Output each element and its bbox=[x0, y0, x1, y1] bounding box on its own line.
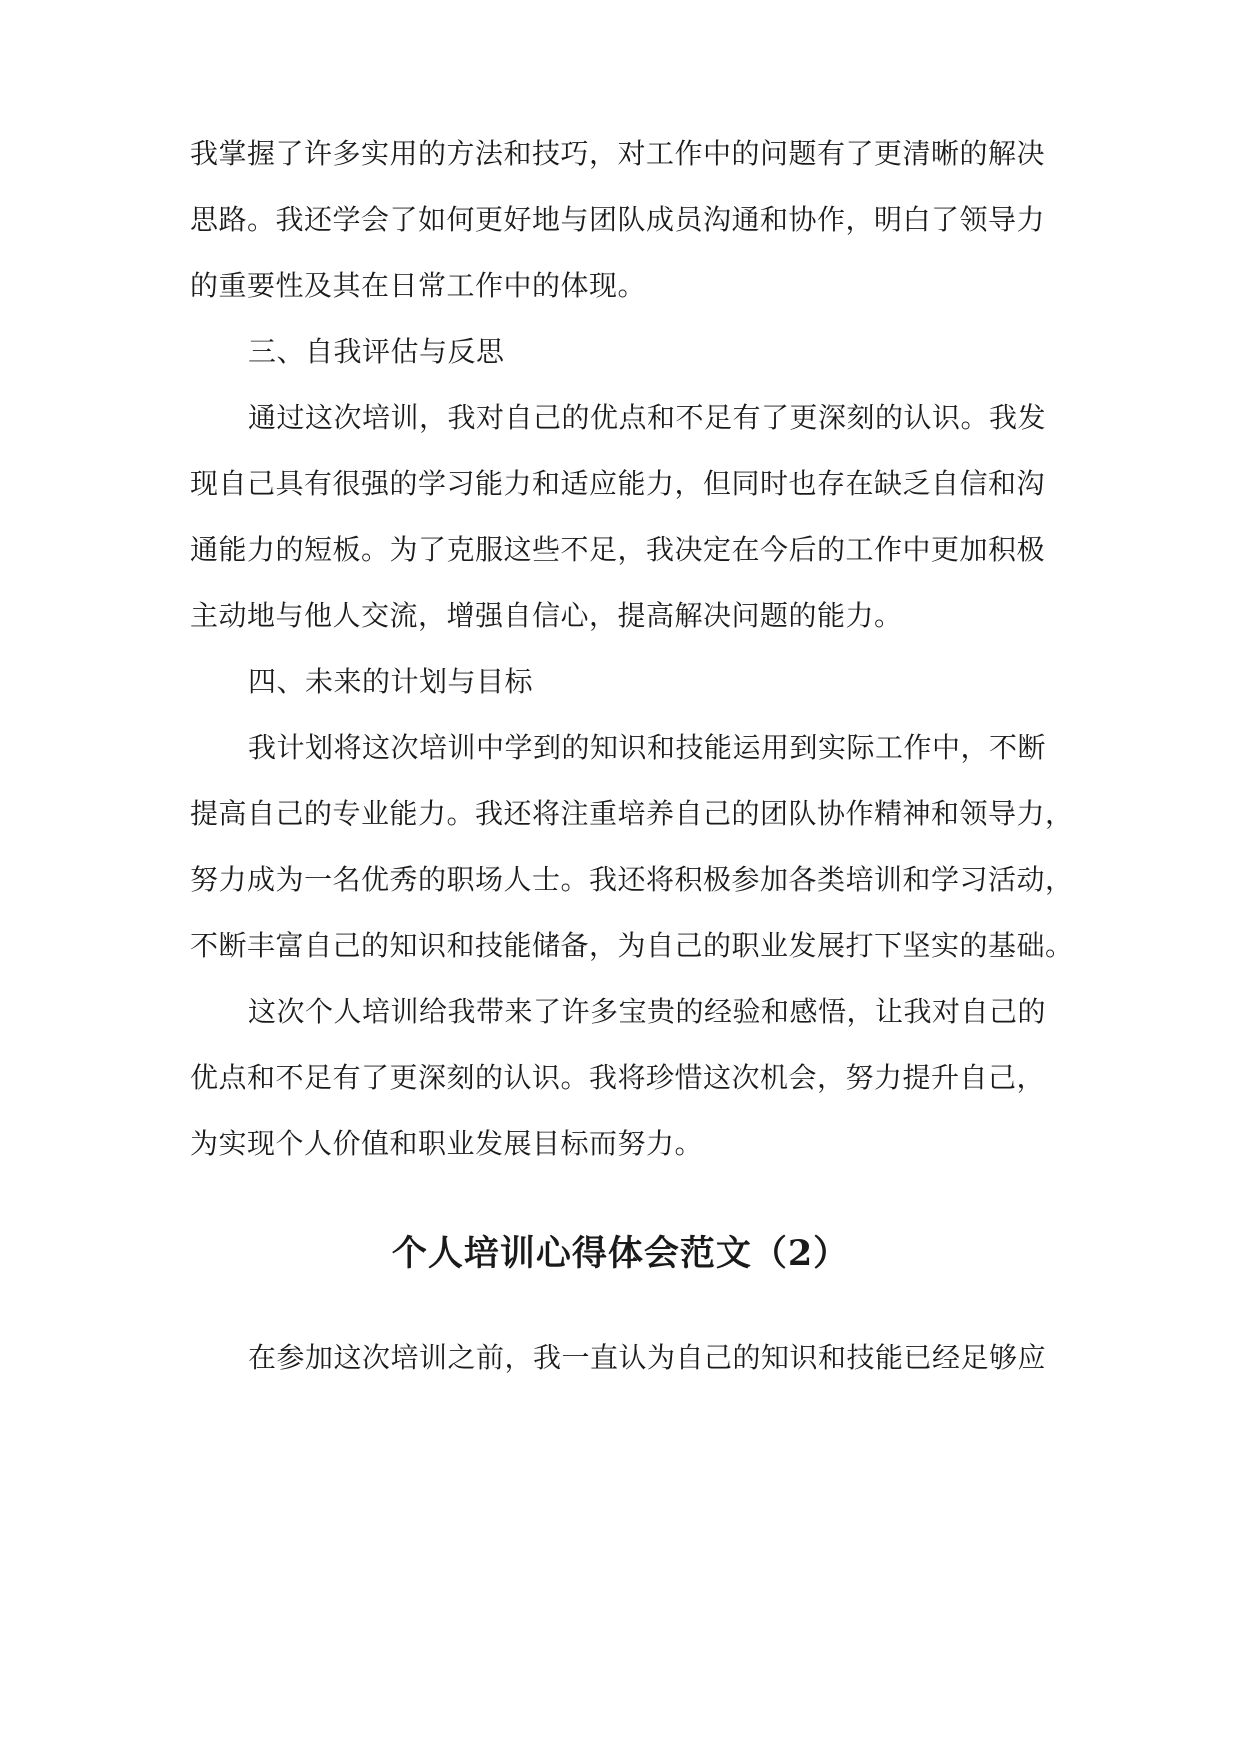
paragraph-line: 优点和不足有了更深刻的认识。我将珍惜这次机会，努力提升自己， bbox=[190, 1061, 1046, 1094]
paragraph-line: 不断丰富自己的知识和技能储备，为自己的职业发展打下坚实的基础。 bbox=[190, 929, 1074, 962]
paragraph-line: 主动地与他人交流，增强自信心，提高解决问题的能力。 bbox=[190, 599, 903, 632]
paragraph-line: 我掌握了许多实用的方法和技巧，对工作中的问题有了更清晰的解决 bbox=[190, 137, 1046, 170]
document-title: 个人培训心得体会范文（2） bbox=[391, 1233, 850, 1274]
paragraph-line: 现自己具有很强的学习能力和适应能力，但同时也存在缺乏自信和沟 bbox=[190, 467, 1046, 500]
paragraph-line: 这次个人培训给我带来了许多宝贵的经验和感悟，让我对自己的 bbox=[248, 995, 1047, 1028]
paragraph-line: 的重要性及其在日常工作中的体现。 bbox=[190, 269, 647, 302]
paragraph-line: 努力成为一名优秀的职场人士。我还将积极参加各类培训和学习活动， bbox=[190, 863, 1074, 896]
paragraph-line: 提高自己的专业能力。我还将注重培养自己的团队协作精神和领导力， bbox=[190, 797, 1074, 830]
paragraph-line: 通过这次培训，我对自己的优点和不足有了更深刻的认识。我发 bbox=[248, 401, 1047, 434]
paragraph-line: 在参加这次培训之前，我一直认为自己的知识和技能已经足够应 bbox=[248, 1341, 1047, 1374]
paragraph-line: 思路。我还学会了如何更好地与团队成员沟通和协作，明白了领导力 bbox=[190, 203, 1046, 236]
section-heading: 四、未来的计划与目标 bbox=[248, 665, 534, 698]
paragraph-line: 为实现个人价值和职业发展目标而努力。 bbox=[190, 1127, 704, 1160]
paragraph-line: 通能力的短板。为了克服这些不足，我决定在今后的工作中更加积极 bbox=[190, 533, 1046, 566]
section-heading: 三、自我评估与反思 bbox=[248, 335, 505, 368]
paragraph-line: 我计划将这次培训中学到的知识和技能运用到实际工作中，不断 bbox=[248, 731, 1047, 764]
